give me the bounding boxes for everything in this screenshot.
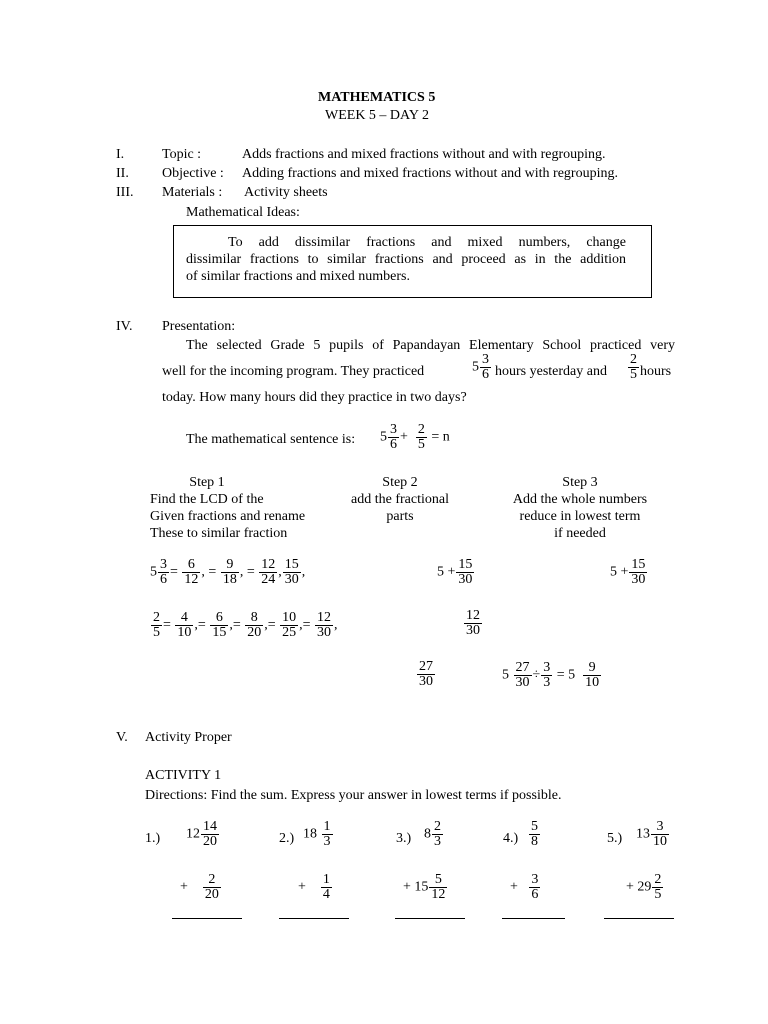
problem-1-answer-line[interactable]: [172, 918, 242, 919]
fraction: $\frac{5}{12}$: [431, 872, 446, 902]
outline-num-2: II.: [116, 166, 129, 181]
presentation-label: Presentation:: [162, 319, 236, 334]
fraction: $\frac{27}{30}$: [515, 660, 530, 690]
outline-text-topic: Adds fractions and mixed fractions without and with regrouping.: [242, 147, 606, 162]
page-subtitle: WEEK 5 – DAY 2: [325, 108, 429, 123]
presentation-whole-1: 5: [472, 359, 479, 375]
fraction: $\frac{4}{10}$: [177, 610, 192, 640]
fraction: $\frac{3}{6}$: [531, 872, 539, 902]
fraction: $\frac{9}{10}$: [585, 660, 600, 690]
problem-4-addend-1: [528, 820, 541, 849]
problem-2-number: 2.): [279, 831, 295, 846]
sentence-whole: 5: [380, 429, 387, 445]
math-ideas-line-2: dissimilar fractions to similar fractions and proceed as in the addition: [186, 252, 626, 267]
step-3-title: Step 3: [562, 475, 598, 490]
activity-section-label: Activity Proper: [145, 730, 232, 745]
step-3-line-3: if needed: [554, 526, 606, 541]
fraction: $\frac{8}{20}$: [247, 610, 262, 640]
outline-text-materials: Activity sheets: [244, 185, 328, 200]
activity-section-num: V.: [116, 730, 128, 745]
presentation-mixed-1: [472, 353, 492, 382]
fraction: $\frac{3}{6}$: [390, 422, 397, 452]
problem-3-addend-2: + 15 $\frac{5}{12}$: [403, 872, 446, 902]
fraction: $\frac{15}{30}$: [458, 557, 473, 587]
presentation-line-2a: well for the incoming program. They practiced: [162, 364, 425, 379]
step-1-title: Step 1: [189, 475, 225, 490]
problem-4-addend-2: + $\frac{3}{6}$: [510, 872, 539, 902]
fraction: $\frac{15}{30}$: [631, 557, 646, 587]
problem-4-number: 4.): [503, 831, 519, 846]
problem-5-addend-1: 13 $\frac{3}{10}$: [636, 819, 667, 849]
fraction: $\frac{10}{25}$: [282, 610, 297, 640]
fraction: $\frac{15}{30}$: [284, 557, 299, 587]
outline-label-materials: Materials :: [162, 185, 223, 200]
step-2-line-1: add the fractional: [351, 492, 449, 507]
fraction: $\frac{2}{3}$: [434, 819, 441, 849]
problem-2-answer-line[interactable]: [279, 918, 349, 919]
fraction: $\frac{2}{5}$: [153, 610, 160, 640]
fraction: $\frac{1}{3}$: [323, 819, 331, 849]
math-sentence-label: The mathematical sentence is:: [186, 432, 356, 447]
whole-plus: 5 +: [437, 564, 456, 580]
fraction: $\frac{2}{5}$: [630, 352, 637, 382]
math-ideas-label: Mathematical Ideas:: [186, 205, 300, 220]
problem-2-addend-1: 18 $\frac{1}{3}$: [303, 819, 331, 849]
fraction: $\frac{3}{3}$: [543, 660, 551, 690]
step-1-line-2: Given fractions and rename: [150, 509, 306, 524]
step-3-line-2: reduce in lowest term: [519, 509, 641, 524]
problem-1-addend-2: + $\frac{2}{20}$: [180, 872, 219, 902]
outline-num-1: I.: [116, 147, 125, 162]
page-title: MATHEMATICS 5: [318, 90, 436, 105]
outline-text-objective: Adding fractions and mixed fractions without and with regrouping.: [242, 166, 618, 181]
math-ideas-line-1: To add dissimilar fractions and mixed numbers, change: [228, 235, 626, 250]
problem-3-number: 3.): [396, 831, 412, 846]
equals-five: = 5: [556, 667, 576, 683]
fraction: $\frac{14}{20}$: [203, 819, 217, 849]
step-3-work-result: [502, 661, 602, 690]
problem-4-answer-line[interactable]: [502, 918, 565, 919]
problem-5-answer-line[interactable]: [604, 918, 674, 919]
fraction: $\frac{9}{18}$: [222, 557, 237, 587]
presentation-line-2c: hours: [640, 364, 672, 379]
presentation-line-2b: hours yesterday and: [495, 364, 607, 379]
whole-plus: 5 +: [610, 564, 629, 580]
step-1-work-row-1: 5 $\frac{3}{6}$ = $\frac{6}{12}$ , = $\frac{9}{18}$ , = $\frac{12}{24}$ , $\frac{15}{30}$ ,: [150, 557, 306, 587]
fraction: $\frac{12}{30}$: [317, 610, 332, 640]
problem-1-number: 1.): [145, 831, 161, 846]
problem-5-addend-2: + 29 $\frac{2}{5}$: [626, 872, 662, 902]
fraction: $\frac{6}{15}$: [212, 610, 227, 640]
step-3-line-1: Add the whole numbers: [512, 492, 648, 507]
fraction: $\frac{12}{30}$: [466, 608, 480, 638]
fraction: $\frac{3}{6}$: [160, 557, 167, 587]
step-1-line-1: Find the LCD of the: [150, 492, 264, 507]
fraction: $\frac{3}{6}$: [482, 352, 489, 382]
fraction: $\frac{3}{10}$: [653, 819, 667, 849]
fraction: $\frac{2}{5}$: [654, 872, 662, 902]
step-2-work-top: [437, 558, 475, 587]
fraction: $\frac{2}{20}$: [204, 872, 219, 902]
presentation-line-1: The selected Grade 5 pupils of Papandayan Elementary School practiced very: [186, 338, 675, 353]
step-2-work-mid: [463, 609, 483, 638]
fraction: $\frac{2}{5}$: [417, 422, 425, 452]
math-ideas-line-3: of similar fractions and mixed numbers.: [186, 269, 410, 284]
math-sentence: [380, 423, 450, 452]
presentation-num: IV.: [116, 319, 133, 334]
step-2-work-bottom: [416, 660, 436, 689]
divide-sign: ÷: [532, 667, 541, 683]
outline-label-objective: Objective :: [162, 166, 224, 181]
step-1-work-row-2: $\frac{2}{5}$ = $\frac{4}{10}$ ,= $\frac{6}{15}$ ,= $\frac{8}{20}$ ,= $\frac{10}{25}$ ,= $\frac{12}{30}$ ,: [153, 610, 338, 640]
plus-sign: +: [400, 429, 408, 445]
presentation-line-3: today. How many hours did they practice in two days?: [162, 390, 467, 405]
whole-number: 5: [150, 564, 157, 580]
step-2-line-2: parts: [386, 509, 414, 524]
problem-1-addend-1: 12 $\frac{14}{20}$: [186, 819, 217, 849]
outline-num-3: III.: [116, 185, 134, 200]
presentation-fraction-2: [627, 353, 640, 382]
outline-label-topic: Topic :: [162, 147, 202, 162]
fraction: $\frac{27}{30}$: [419, 659, 433, 689]
fraction: $\frac{5}{8}$: [531, 819, 538, 849]
problem-3-addend-1: 8 $\frac{2}{3}$: [424, 819, 441, 849]
activity-title: ACTIVITY 1: [145, 768, 222, 783]
fraction: $\frac{1}{4}$: [322, 872, 330, 902]
equals-n: = n: [431, 429, 450, 445]
step-1-line-3: These to similar fraction: [150, 526, 288, 541]
fraction: $\frac{12}{24}$: [261, 557, 276, 587]
step-3-work-top: [610, 558, 648, 587]
problem-3-answer-line[interactable]: [395, 918, 465, 919]
problem-5-number: 5.): [607, 831, 623, 846]
problem-2-addend-2: + $\frac{1}{4}$: [298, 872, 330, 902]
activity-directions: Directions: Find the sum. Express your answer in lowest terms if possible.: [145, 788, 562, 803]
fraction: $\frac{6}{12}$: [184, 557, 199, 587]
whole-number: 5: [502, 667, 509, 683]
step-2-title: Step 2: [382, 475, 418, 490]
